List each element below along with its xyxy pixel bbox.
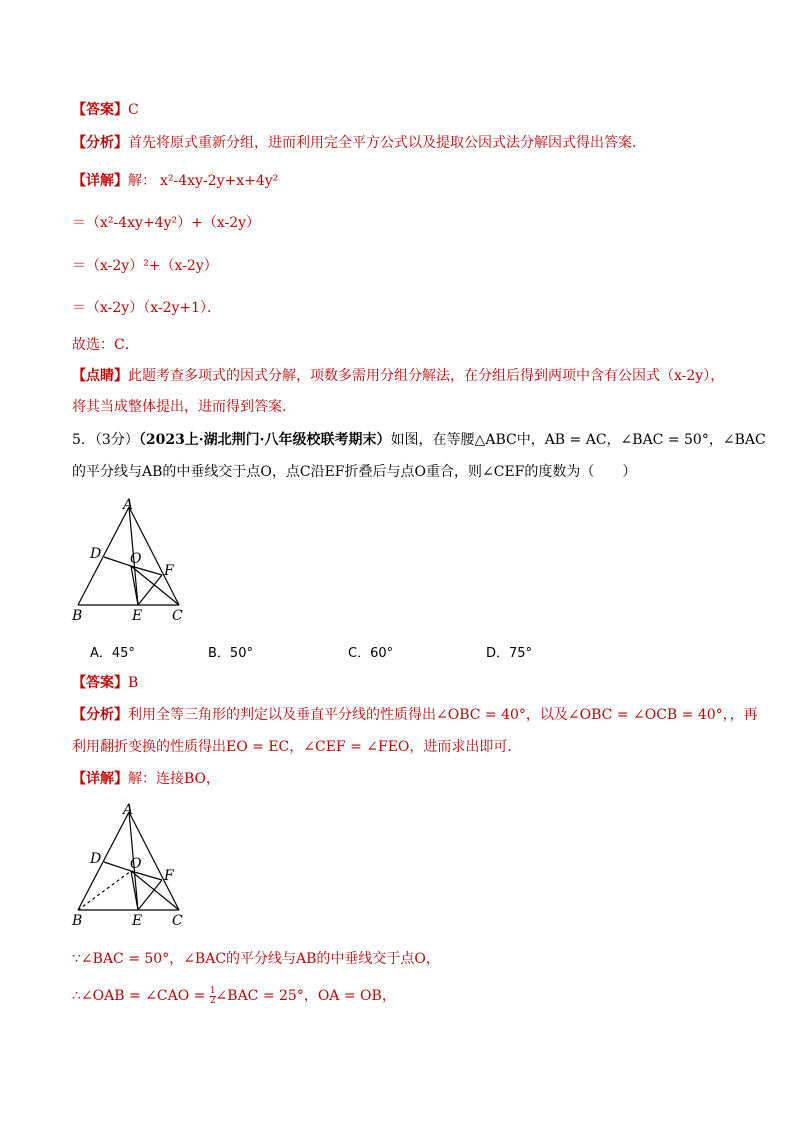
label-C: C: [172, 608, 183, 624]
factor-step-2: ＝（x-2y）²+（x-2y）: [72, 258, 218, 274]
fraction-numerator: 1: [209, 985, 216, 996]
comment-text-1: 此题考查多项式的因式分解，项数多需用分组分解法，在分组后得到两项中含有公因式（x-2y），: [128, 368, 725, 384]
label-D: D: [90, 546, 102, 562]
label-B-2: B: [72, 913, 83, 929]
proof-step-1: ∵∠BAC = 50°，∠BAC的平分线与AB的中垂线交于点O，: [72, 951, 440, 967]
answer-value: C: [128, 102, 139, 118]
label-F: F: [164, 563, 174, 579]
label-D-2: D: [90, 851, 102, 867]
label-O: O: [130, 551, 142, 567]
question-text-2: 的平分线与AB的中垂线交于点O，点C沿EF折叠后与点O重合，则∠CEF的度数为（ ）: [72, 464, 637, 480]
detail-tag: 【详解】: [72, 173, 128, 189]
comment-line-1: [72, 366, 724, 386]
detail-tag-2: 【详解】: [72, 771, 128, 787]
comment-text-2: 将其当成整体提出，进而得到答案.: [72, 399, 287, 415]
label-A: A: [123, 497, 134, 513]
answer-line-2: [72, 673, 138, 693]
label-E-2: E: [132, 913, 143, 929]
detail-prefix: 解：: [128, 173, 156, 189]
detail-text-2: 解：连接BO，: [128, 771, 221, 787]
option-b[interactable]: B．50°: [208, 646, 253, 661]
option-d[interactable]: D．75°: [486, 646, 533, 661]
detail-expression: x²-4xy-2y+x+4y²: [160, 173, 279, 189]
factor-step-3: ＝（x-2y）（x-2y+1）．: [72, 300, 222, 316]
question-5-line-1: [72, 430, 766, 450]
answer-line-1: [72, 100, 139, 120]
answer-value-2: B: [128, 675, 139, 691]
choice-line: 故选：C．: [72, 337, 139, 353]
proof-step-2b: ∠BAC = 25°，OA = OB，: [215, 988, 396, 1004]
comment-tag: 【点睛】: [72, 368, 128, 384]
label-F-2: F: [164, 868, 174, 884]
question-number: 5．: [72, 432, 95, 448]
detail-line-1: [72, 171, 278, 191]
detail-line-2: [72, 769, 220, 789]
question-source: （2023上·湖北荆门·八年级校联考期末）: [138, 432, 391, 448]
proof-step-2: [72, 986, 396, 1006]
label-E: E: [132, 608, 143, 624]
label-B: B: [72, 608, 83, 624]
analysis-line-1: [72, 133, 646, 153]
analysis-line-2: [72, 705, 758, 725]
analysis-tag-2: 【分析】: [72, 707, 128, 723]
analysis-tag: 【分析】: [72, 135, 128, 151]
analysis-text-2a: 利用全等三角形的判定以及垂直平分线的性质得出∠OBC = 40°，以及∠OBC = ∠OCB = 40°，，再: [128, 707, 758, 723]
question-text-1: 如图，在等腰△ABC中，AB = AC，∠BAC = 50°，∠BAC: [390, 432, 766, 448]
fraction-denominator: 2: [209, 995, 216, 1006]
analysis-text: 首先将原式重新分组，进而利用完全平方公式以及提取公因式法分解因式得出答案．: [128, 135, 646, 151]
proof-step-2a: ∴∠OAB = ∠CAO =: [72, 988, 210, 1004]
triangle-figure-1: [66, 495, 196, 625]
analysis-text-2b: 利用翻折变换的性质得出EO = EC，∠CEF = ∠FEO，进而求出即可．: [72, 739, 522, 755]
label-A-2: A: [123, 802, 134, 818]
answer-tag-2: 【答案】: [72, 675, 128, 691]
option-a[interactable]: A．45°: [90, 646, 135, 661]
answer-tag: 【答案】: [72, 102, 128, 118]
option-c[interactable]: C．60°: [348, 646, 394, 661]
triangle-figure-2: [66, 800, 196, 930]
label-O-2: O: [130, 856, 142, 872]
factor-step-1: ＝（x²-4xy+4y²）+（x-2y）: [72, 215, 261, 231]
dashed-bo-line: [78, 871, 131, 910]
question-score: （3分）: [94, 432, 139, 448]
label-C-2: C: [172, 913, 183, 929]
